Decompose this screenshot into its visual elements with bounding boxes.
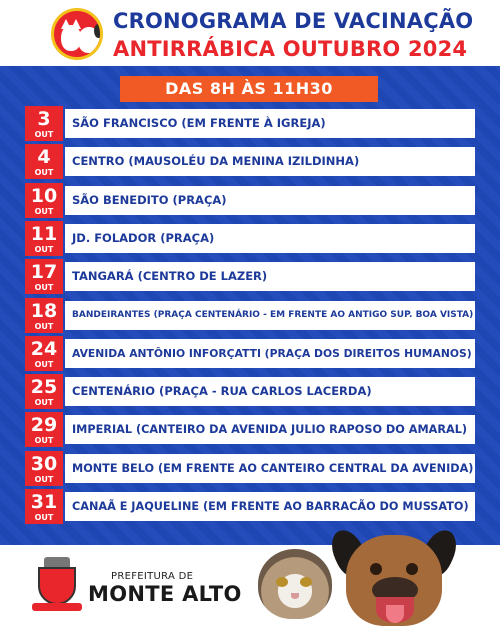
location-text: TANGARÁ (CENTRO DE LAZER) bbox=[65, 262, 475, 291]
pets-logo-icon bbox=[51, 8, 103, 60]
date-badge bbox=[25, 451, 63, 486]
schedule-row bbox=[25, 224, 475, 253]
date-badge bbox=[25, 259, 63, 294]
schedule-row bbox=[25, 377, 475, 406]
schedule-row bbox=[25, 109, 475, 138]
date-badge bbox=[25, 412, 63, 447]
schedule-row bbox=[25, 186, 475, 215]
date-badge bbox=[25, 183, 63, 218]
location-text: MONTE BELO (EM FRENTE AO CANTEIRO CENTRAL DA AVENIDA) bbox=[65, 454, 475, 483]
location-text: SÃO BENEDITO (PRAÇA) bbox=[65, 186, 475, 215]
schedule-row bbox=[25, 454, 475, 483]
location-text: AVENIDA ANTÔNIO INFORÇATTI (PRAÇA DOS DIREITOS HUMANOS) bbox=[65, 339, 475, 368]
date-day: 18 bbox=[30, 299, 58, 322]
date-badge bbox=[25, 489, 63, 524]
header bbox=[0, 0, 500, 66]
date-day: 30 bbox=[30, 452, 58, 475]
city-name: MONTE ALTO bbox=[88, 582, 242, 606]
date-badge bbox=[25, 144, 63, 179]
cat-photo bbox=[254, 545, 336, 626]
date-badge bbox=[25, 221, 63, 256]
date-badge bbox=[25, 298, 63, 333]
schedule-row bbox=[25, 339, 475, 368]
date-badge bbox=[25, 106, 63, 141]
date-day: 29 bbox=[30, 414, 58, 437]
date-month: OUT bbox=[34, 130, 54, 139]
date-month: OUT bbox=[34, 321, 54, 331]
date-day: 24 bbox=[30, 337, 58, 360]
location-text: IMPERIAL (CANTEIRO DA AVENIDA JULIO RAPOSO DO AMARAL) bbox=[65, 415, 475, 444]
date-badge bbox=[25, 336, 63, 371]
date-day: 4 bbox=[37, 146, 51, 169]
schedule-row bbox=[25, 415, 475, 444]
location-text: JD. FOLADOR (PRAÇA) bbox=[65, 224, 475, 253]
date-month: OUT bbox=[34, 244, 54, 254]
location-text: CENTENÁRIO (PRAÇA - RUA CARLOS LACERDA) bbox=[65, 377, 475, 406]
location-text: CENTRO (MAUSOLÉU DA MENINA IZILDINHA) bbox=[65, 147, 475, 176]
schedule-panel bbox=[0, 66, 500, 545]
date-day: 25 bbox=[30, 376, 58, 399]
page-title: CRONOGRAMA DE VACINAÇÃO bbox=[113, 9, 474, 33]
schedule-row bbox=[25, 492, 475, 521]
date-day: 17 bbox=[30, 261, 58, 284]
date-day: 31 bbox=[30, 491, 58, 513]
date-month: OUT bbox=[34, 283, 54, 293]
date-month: OUT bbox=[34, 513, 54, 522]
schedule-row bbox=[25, 301, 475, 330]
date-day: 11 bbox=[30, 222, 58, 245]
date-month: OUT bbox=[34, 436, 54, 446]
location-text: SÃO FRANCISCO (EM FRENTE À IGREJA) bbox=[65, 109, 475, 138]
date-month: OUT bbox=[34, 168, 54, 178]
city-coat-of-arms-icon bbox=[32, 555, 82, 613]
date-day: 3 bbox=[37, 108, 51, 130]
time-banner: DAS 8H ÀS 11H30 bbox=[120, 76, 378, 102]
location-text: CANAÃ E JAQUELINE (EM FRENTE AO BARRACÃO DO MUSSATO) bbox=[65, 492, 475, 521]
schedule-row bbox=[25, 262, 475, 291]
schedule-row bbox=[25, 147, 475, 176]
footer bbox=[0, 545, 500, 626]
dog-photo bbox=[334, 529, 454, 626]
date-month: OUT bbox=[34, 359, 54, 369]
location-text: BANDEIRANTES (PRAÇA CENTENÁRIO - EM FRENTE AO ANTIGO SUP. BOA VISTA) bbox=[65, 301, 475, 330]
date-badge bbox=[25, 374, 63, 409]
page-subtitle: ANTIRRÁBICA OUTUBRO 2024 bbox=[113, 37, 468, 61]
prefeitura-label: PREFEITURA DE bbox=[111, 571, 194, 582]
date-month: OUT bbox=[34, 474, 54, 484]
date-day: 10 bbox=[30, 184, 58, 207]
date-month: OUT bbox=[34, 206, 54, 216]
date-month: OUT bbox=[34, 398, 54, 408]
